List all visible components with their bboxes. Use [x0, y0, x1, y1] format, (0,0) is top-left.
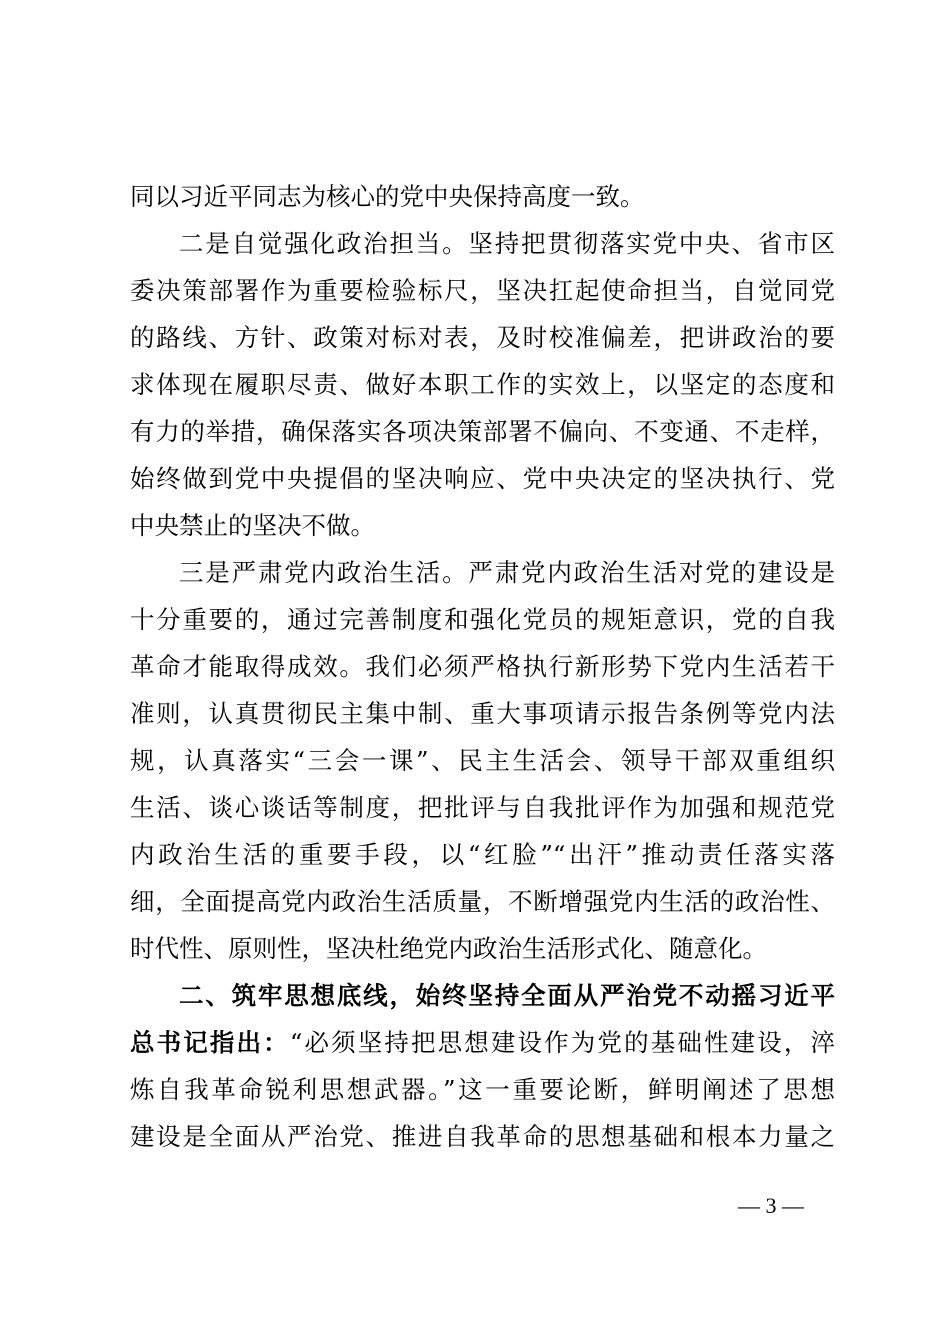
page-number: — 3 — — [738, 1193, 804, 1218]
paragraph-line: 革命才能取得成效。我们必须严格执行新形势下党内生活若干 — [130, 652, 835, 681]
section-heading-tail: 总书记指出： — [130, 1028, 290, 1057]
paragraph-line: 求体现在履职尽责、做好本职工作的实效上，以坚定的态度和 — [130, 370, 835, 399]
paragraph-line: 中央禁止的坚决不做。 — [130, 511, 375, 540]
quote-text: “必须坚持把思想建设作为党的基础性建设，淬 — [289, 1028, 836, 1057]
paragraph-line: 炼自我革命锐利思想武器。”这一重要论断，鲜明阐述了思想 — [130, 1075, 835, 1104]
paragraph-line: 始终做到党中央提倡的坚决响应、党中央决定的坚决执行、党 — [130, 464, 835, 493]
paragraph-line: 生活、谈心谈话等制度，把批评与自我批评作为加强和规范党 — [130, 793, 835, 822]
section-heading-line: 二、筑牢思想底线，始终坚持全面从严治党不动摇习近平 — [179, 981, 835, 1010]
paragraph-line: 时代性、原则性，坚决杜绝党内政治生活形式化、随意化。 — [130, 934, 767, 963]
paragraph-line: 建设是全面从严治党、推进自我革命的思想基础和根本力量之 — [130, 1122, 835, 1151]
paragraph-line: 三是严肃党内政治生活。严肃党内政治生活对党的建设是 — [179, 558, 835, 587]
paragraph-line: 规，认真落实“三会一课”、民主生活会、领导干部双重组织 — [130, 746, 835, 775]
paragraph-line: 准则，认真贯彻民主集中制、重大事项请示报告条例等党内法 — [130, 699, 835, 728]
paragraph-line: 同以习近平同志为核心的党中央保持高度一致。 — [130, 182, 645, 211]
paragraph-line: 细，全面提高党内政治生活质量，不断增强党内生活的政治性、 — [130, 887, 835, 916]
paragraph-line: 的路线、方针、政策对标对表，及时校准偏差，把讲政治的要 — [130, 323, 835, 352]
paragraph-line: 内政治生活的重要手段，以“红脸”“出汗”推动责任落实落 — [130, 840, 835, 869]
paragraph-line: 十分重要的，通过完善制度和强化党员的规矩意识，党的自我 — [130, 605, 835, 634]
paragraph-line: 二是自觉强化政治担当。坚持把贯彻落实党中央、省市区 — [179, 229, 835, 258]
paragraph-line — [130, 1028, 835, 1058]
paragraph-line: 有力的举措，确保落实各项决策部署不偏向、不变通、不走样， — [130, 417, 835, 446]
paragraph-line: 委决策部署作为重要检验标尺，坚决扛起使命担当，自觉同党 — [130, 276, 835, 305]
